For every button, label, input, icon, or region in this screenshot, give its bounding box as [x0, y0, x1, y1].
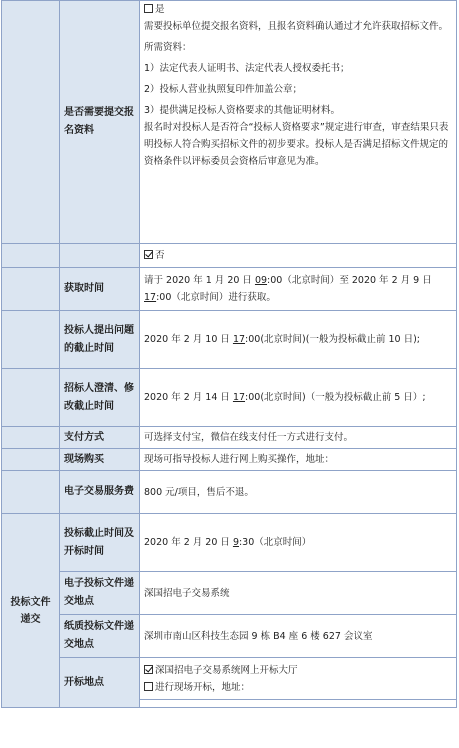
empty-section-cell — [2, 268, 60, 311]
label-payment: 支付方式 — [60, 427, 140, 449]
empty-section-cell — [2, 311, 60, 369]
bid-deadline-value — [140, 514, 457, 572]
option-yes-label: 是 — [155, 4, 165, 15]
opening-online-label: 深国招电子交易系统网上开标大厅 — [155, 664, 298, 676]
clarify-deadline-value — [140, 369, 457, 427]
signup-intro: 需要投标单位提交报名资料，且报名资料确认通过才允许获取招标文件。 — [144, 21, 449, 32]
obtain-hour-1: 09 — [254, 275, 268, 286]
obtain-mid: :00（北京时间）至 2020 年 2 月 9 日 — [267, 275, 432, 286]
bid-deadline-pre: 2020 年 2 月 20 日 — [144, 537, 233, 548]
empty-section-cell — [2, 369, 60, 427]
obtain-post: :00（北京时间）进行获取。 — [156, 292, 276, 303]
option-no[interactable] — [140, 244, 457, 268]
label-obtain-time: 获取时间 — [60, 268, 140, 311]
label-paper-submit-place: 纸质投标文件递交地点 — [60, 615, 140, 658]
material-item-2: 2）投标人营业执照复印件加盖公章； — [144, 84, 303, 95]
e-submit-place-value: 深国招电子交易系统 — [140, 572, 457, 615]
opening-online-option[interactable] — [140, 658, 457, 700]
option-yes[interactable] — [144, 1, 452, 18]
label-bid-deadline: 投标截止时间及开标时间 — [60, 514, 140, 572]
checkbox-onsite-opening-icon[interactable] — [144, 682, 153, 691]
obtain-pre: 请于 2020 年 1 月 20 日 — [144, 275, 255, 286]
question-deadline-pre: 2020 年 2 月 10 日 — [144, 334, 233, 345]
payment-value: 可选择支付宝，微信在线支付任一方式进行支付。 — [140, 427, 457, 449]
section-bid-submission: 投标文件递交 — [2, 514, 60, 708]
bid-deadline-post: :30（北京时间） — [238, 537, 312, 548]
question-deadline-value — [140, 311, 457, 369]
material-item-3: 3）提供满足投标人资格要求的其他证明材料。 — [144, 105, 341, 116]
label-clarify-deadline: 招标人澄清、修改截止时间 — [60, 369, 140, 427]
obtain-time-value — [140, 268, 457, 311]
material-item-1: 1）法定代表人证明书、法定代表人授权委托书； — [144, 63, 350, 74]
checkbox-yes-icon[interactable] — [144, 4, 153, 13]
label-signup-required: 是否需要提交报名资料 — [60, 1, 140, 244]
tender-info-table — [1, 0, 457, 708]
signup-note: 报名时对投标人是否符合“投标人资格要求”规定进行审查，审查结果只表明投标人符合购买招标文件的初步要求。投标人是否满足招标文件规定的资格条件以评标委员会资格后审意见为准。 — [144, 122, 449, 167]
obtain-hour-2: 17 — [144, 292, 157, 303]
service-fee-value: 800 元/项目，售后不退。 — [140, 471, 457, 514]
materials-title: 所需资料： — [144, 42, 192, 53]
empty-label-cell — [60, 244, 140, 268]
label-service-fee: 电子交易服务费 — [60, 471, 140, 514]
checkbox-online-opening-icon[interactable] — [144, 665, 153, 674]
option-no-label: 否 — [155, 250, 165, 261]
clarify-deadline-hour: 17 — [232, 392, 246, 403]
clarify-deadline-post: :00(北京时间)（一般为投标截止前 5 日）; — [245, 392, 426, 403]
label-e-submit-place: 电子投标文件递交地点 — [60, 572, 140, 615]
paper-submit-place-value: 深圳市南山区科技生态园 9 栋 B4 座 6 楼 627 会议室 — [140, 615, 457, 658]
empty-section-cell — [2, 244, 60, 268]
opening-onsite-label: 进行现场开标，地址： — [155, 681, 251, 693]
opening-extra-cell — [140, 700, 457, 708]
clarify-deadline-pre: 2020 年 2 月 14 日 — [144, 392, 233, 403]
empty-section-cell — [2, 1, 60, 244]
signup-yes-block — [140, 1, 457, 244]
label-question-deadline: 投标人提出问题的截止时间 — [60, 311, 140, 369]
empty-section-cell — [2, 427, 60, 449]
empty-section-cell — [2, 471, 60, 514]
empty-section-cell — [2, 449, 60, 471]
label-onsite-purchase: 现场购买 — [60, 449, 140, 471]
checkbox-no-icon[interactable] — [144, 250, 153, 259]
question-deadline-post: :00(北京时间)(一般为投标截止前 10 日); — [245, 334, 420, 345]
bid-deadline-hour: 9 — [232, 537, 239, 548]
label-opening-place: 开标地点 — [60, 658, 140, 708]
question-deadline-hour: 17 — [232, 334, 246, 345]
onsite-purchase-value: 现场可指导投标人进行网上购买操作，地址： — [140, 449, 457, 471]
